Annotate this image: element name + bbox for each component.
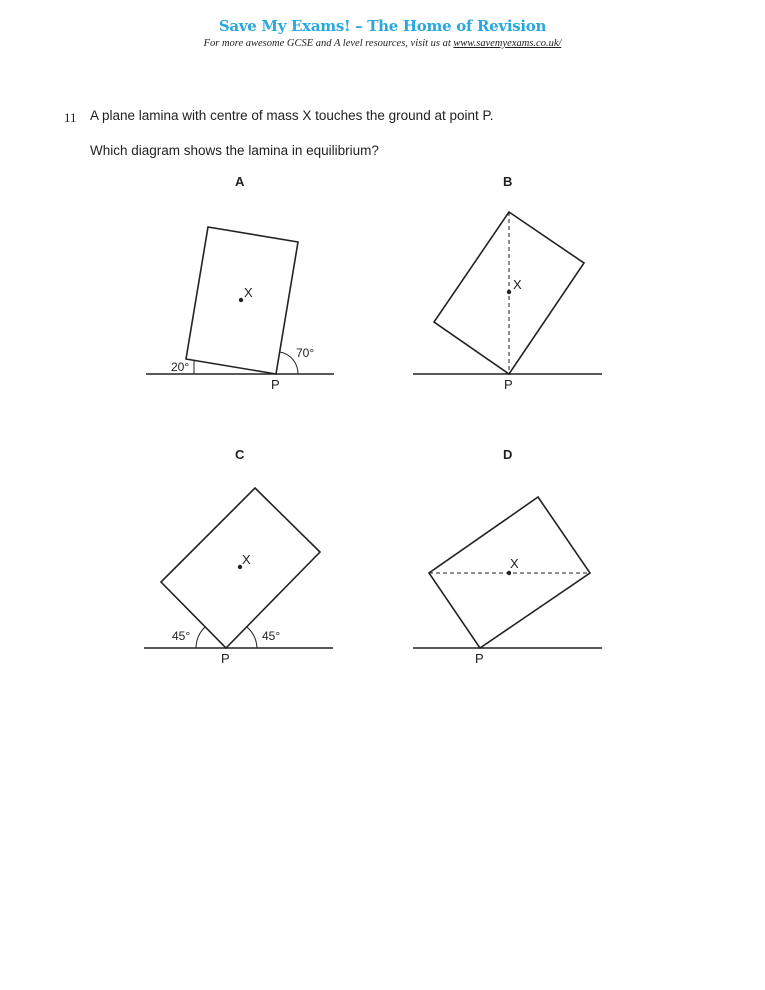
option-label-d[interactable]: D	[503, 447, 513, 462]
mass-label: X	[513, 277, 522, 292]
header-subtitle-text: For more awesome GCSE and A level resources, visit us at	[203, 38, 454, 49]
angle-label: 70°	[296, 346, 315, 360]
angle-label: 45°	[262, 629, 281, 643]
mass-label: X	[244, 285, 253, 300]
centre-of-mass-dot	[507, 571, 511, 575]
option-label-c[interactable]: C	[235, 447, 245, 462]
centre-of-mass-dot	[239, 298, 243, 302]
point-label: P	[504, 377, 513, 392]
mass-label: X	[242, 552, 251, 567]
point-label: P	[221, 651, 230, 666]
mass-label: X	[510, 556, 519, 571]
question-text: A plane lamina with centre of mass X touches the ground at point P.	[90, 108, 494, 123]
point-label: P	[475, 651, 484, 666]
option-label-a[interactable]: A	[235, 174, 245, 189]
angle-label: 45°	[172, 629, 191, 643]
centre-of-mass-dot	[507, 290, 511, 294]
option-label-b[interactable]: B	[503, 174, 513, 189]
website-link[interactable]: www.savemyexams.co.uk/	[453, 38, 562, 49]
header-title: Save My Exams! – The Home of Revision	[218, 17, 547, 35]
question-prompt: Which diagram shows the lamina in equilibrium?	[90, 143, 379, 158]
angle-arc	[247, 627, 257, 648]
angle-arc	[196, 627, 205, 648]
angle-label: 20°	[171, 360, 190, 374]
point-label: P	[271, 377, 280, 392]
question-number: 11	[64, 110, 77, 125]
